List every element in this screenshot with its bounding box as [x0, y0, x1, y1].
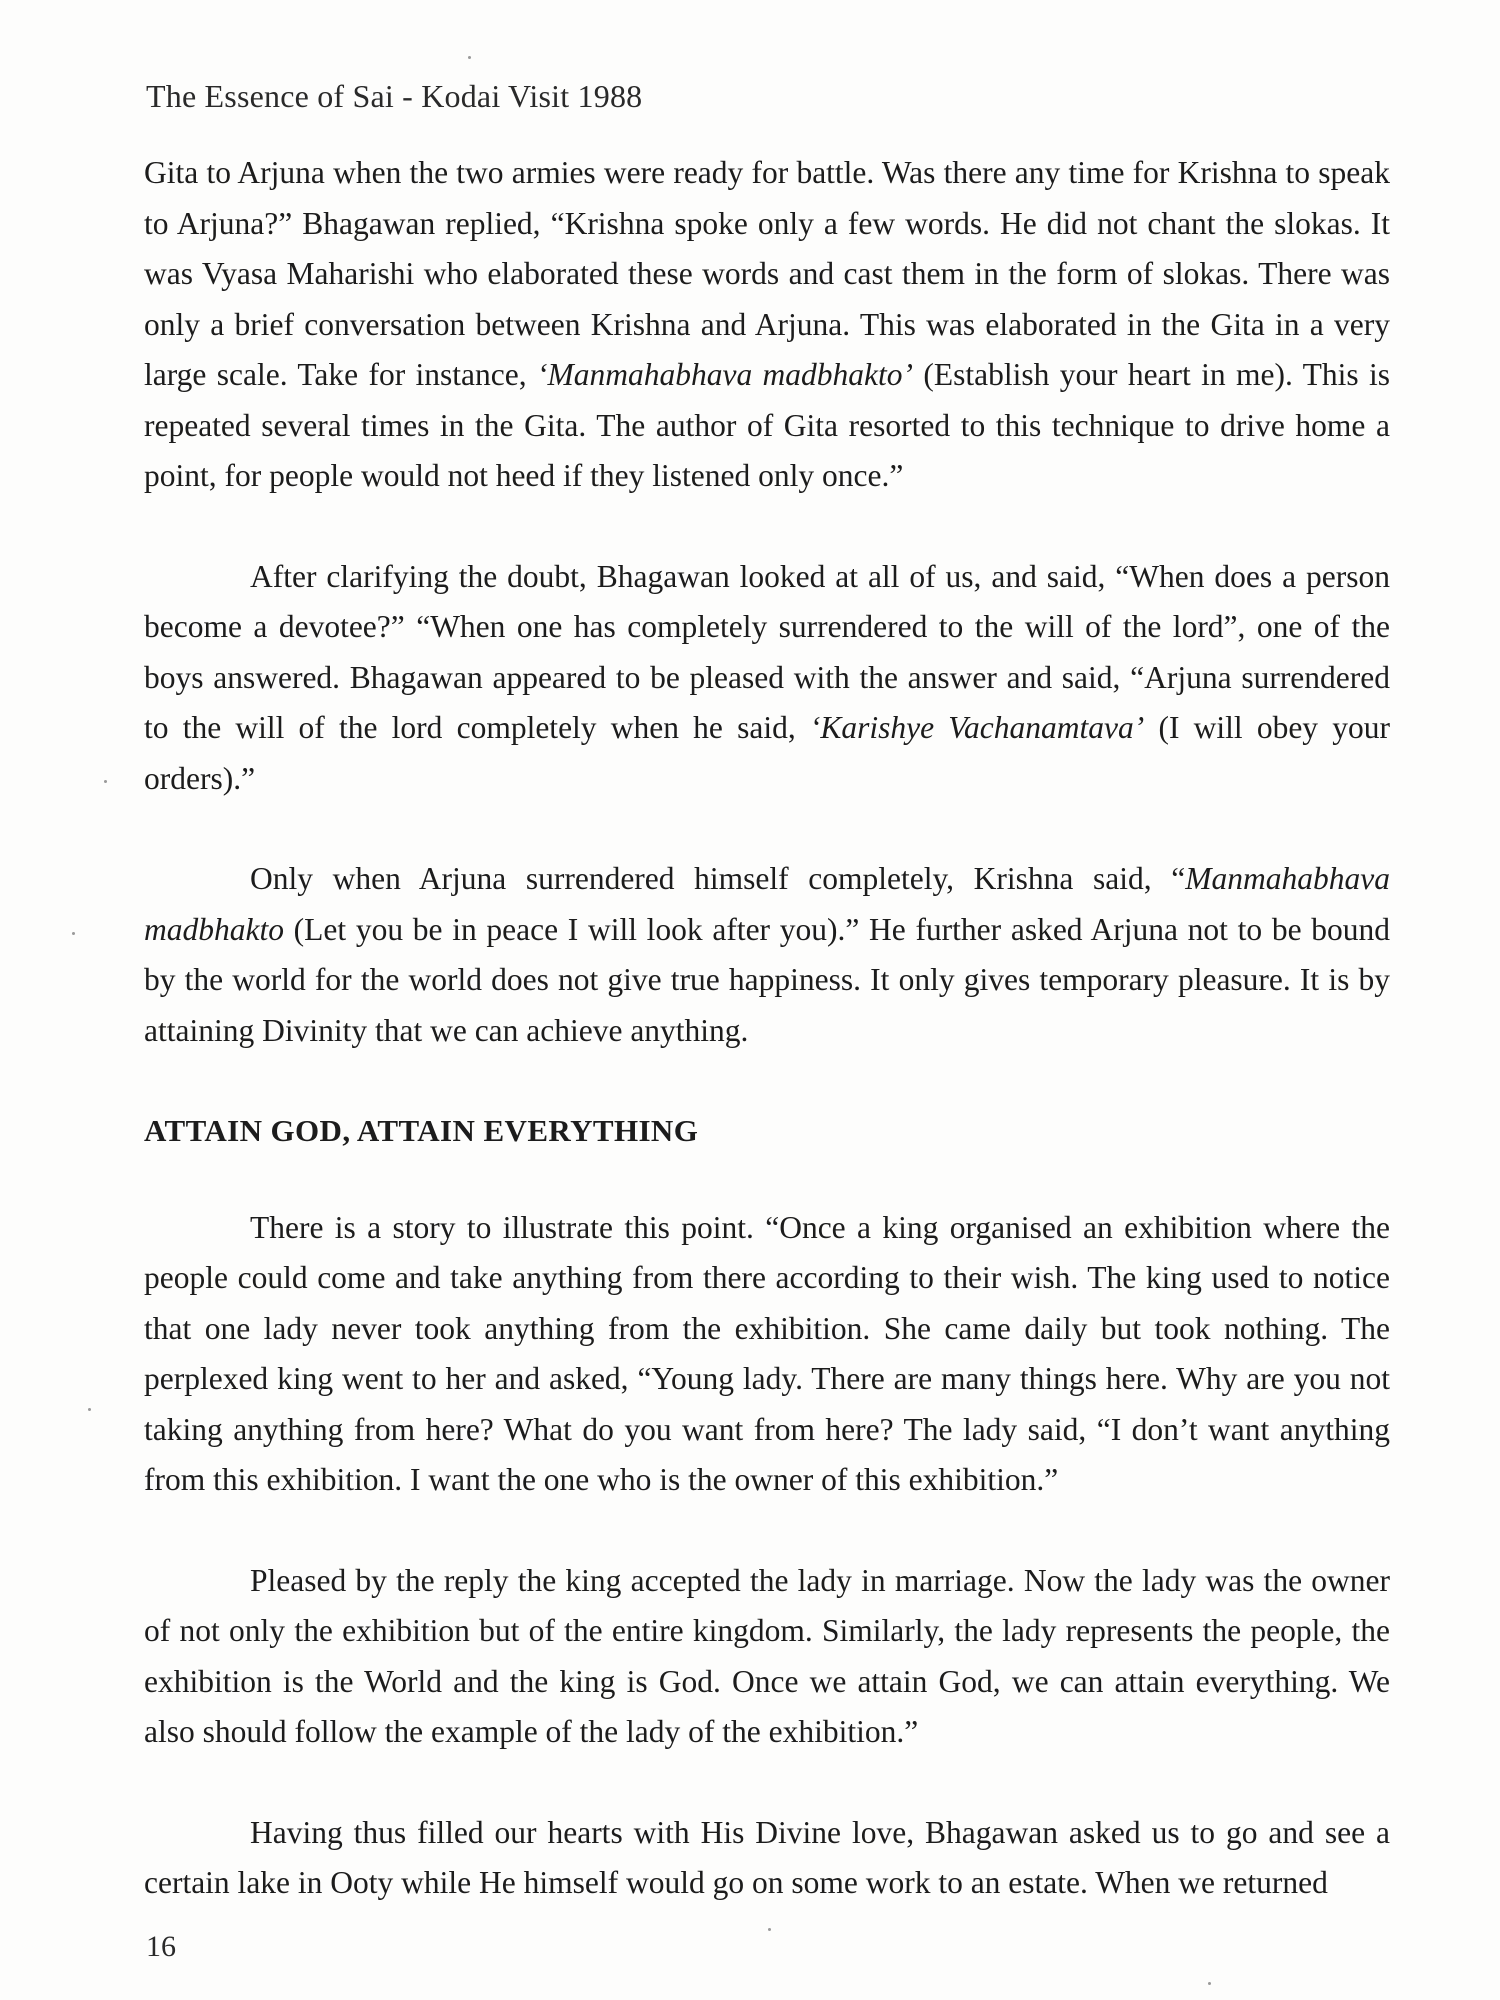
paragraph-spacer	[144, 502, 1390, 552]
body-text	[144, 148, 1390, 1909]
paragraph-text: After clarifying the doubt, Bhagawan looked at all of us, and said, “When does a person become a devotee?” “When one has completely surrendered to the will of the lord”, one of the boys answered. Bhagawan appeared to be pleased with the answer and said, “Arjuna surrendered to the will of the lord completely when he said,	[144, 558, 1390, 745]
sanskrit-phrase: Manmahabhava madbhakto	[144, 861, 1390, 947]
scan-speck	[768, 1928, 771, 1931]
paragraph-devotee-question	[144, 552, 1390, 805]
scan-speck	[468, 56, 471, 59]
paragraph-spacer	[144, 1506, 1390, 1556]
paragraph-spacer	[144, 804, 1390, 854]
page-number: 16	[146, 1930, 176, 1963]
paragraph-text: (Let you be in peace I will look after you).” He further asked Arjuna not to be bound by the world for the world does not give true happiness. It only gives temporary pleasure. It is by attaining Divinity that we can achieve anything.	[144, 911, 1390, 1048]
scan-speck	[72, 932, 75, 935]
scan-speck	[104, 780, 107, 783]
sanskrit-phrase: ‘Karishye Vachanamtava’	[809, 710, 1145, 745]
paragraph-king-story: There is a story to illustrate this point. “Once a king organised an exhibition where the people could come and take anything from there according to their wish. The king used to notice that one lady never took anything from the exhibition. She came daily but took nothing. The perplexed king went to her and asked, “Young lady. There are many things here. Why are you not taking anything from here? What do you want from here? The lady said, “I don’t want anything from this exhibition. I want the one who is the owner of this exhibition.”	[144, 1209, 1390, 1497]
paragraph-ooty-visit: Having thus filled our hearts with His Divine love, Bhagawan asked us to go and see a certain lake in Ooty while He himself would go on some work to an estate. When we returned	[144, 1814, 1390, 1900]
sanskrit-phrase: ‘Manmahabhava madbhakto’	[536, 357, 914, 392]
running-header: The Essence of Sai - Kodai Visit 1988	[146, 78, 643, 114]
paragraph-text: Gita to Arjuna when the two armies were ready for battle. Was there any time for Krishna to speak to Arjuna?” Bhagawan replied, “Krishna spoke only a few words. He did not chant the slokas. It was Vyasa Maharishi who elaborated these words and cast them in the form of slokas. There was only a brief conversation between Krishna and Arjuna. This was elaborated in the Gita in a very large scale. Take for instance,	[144, 155, 1390, 392]
paragraph-arjuna-surrender	[144, 854, 1390, 1056]
paragraph-gita-explanation	[144, 148, 1390, 502]
section-heading: ATTAIN GOD, ATTAIN EVERYTHING	[144, 1113, 699, 1148]
paragraph-story-moral: Pleased by the reply the king accepted the lady in marriage. Now the lady was the owner of not only the exhibition but of the entire kingdom. Similarly, the lady represents the people, the exhibition is the World and the king is God. Once we attain God, we can attain everything. We also should follow the example of the lady of the exhibition.”	[144, 1562, 1390, 1749]
paragraph-spacer	[144, 1157, 1390, 1203]
paragraph-spacer	[144, 1758, 1390, 1808]
paragraph-text: (I will obey your orders).”	[144, 710, 1390, 796]
scan-speck	[1208, 1982, 1211, 1985]
paragraph-text: (Establish your heart in me). This is repeated several times in the Gita. The author of Gita resorted to this technique to drive home a point, for people would not heed if they listened only once.”	[144, 357, 1390, 493]
paragraph-spacer	[144, 1056, 1390, 1106]
scan-speck	[88, 1408, 91, 1411]
paragraph-text: Only when Arjuna surrendered himself completely, Krishna said, “	[250, 861, 1186, 896]
